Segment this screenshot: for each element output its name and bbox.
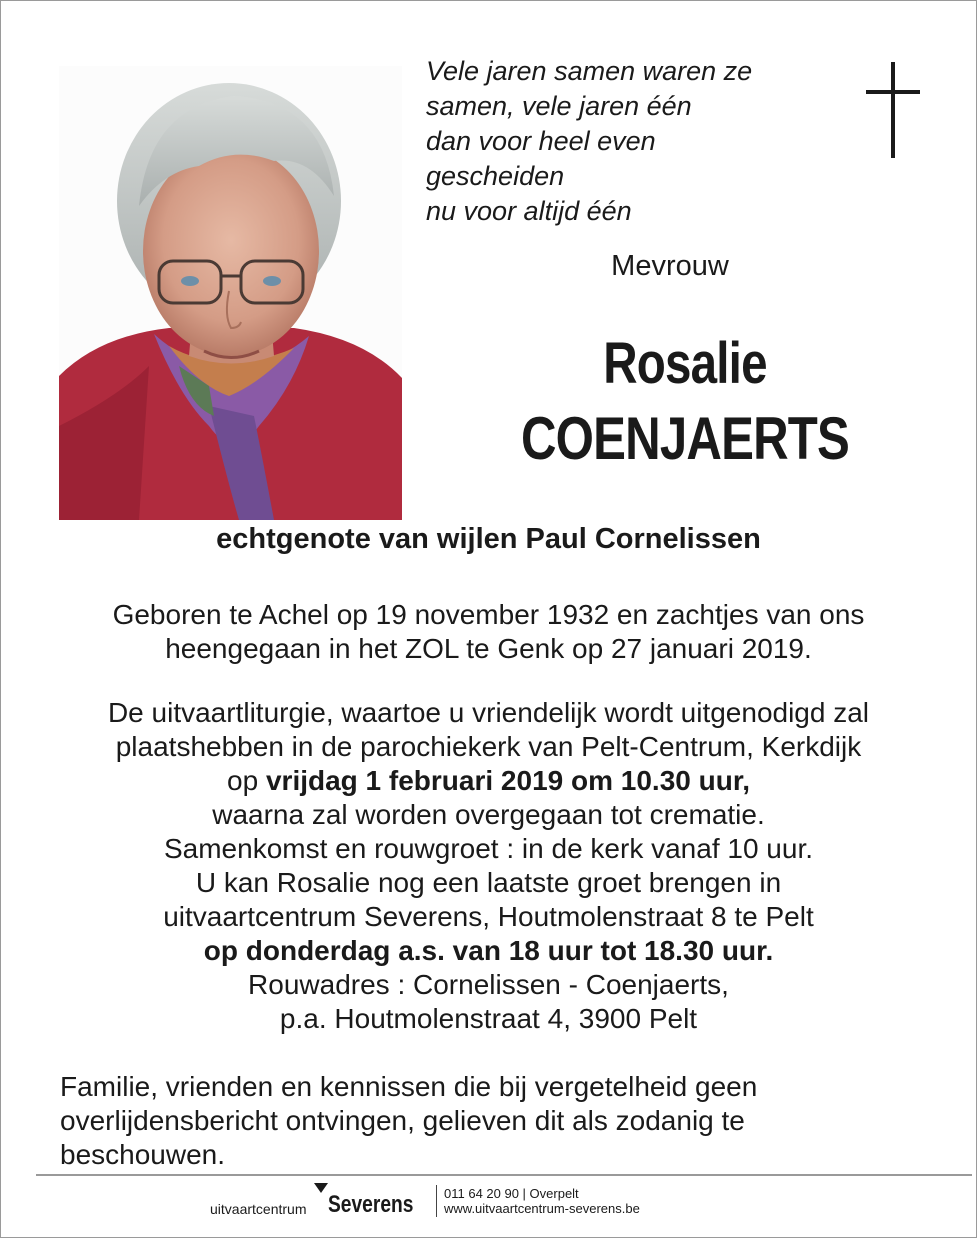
- ceremony-date-line: [0, 764, 977, 798]
- visitation-time: [0, 934, 977, 968]
- footer-website[interactable]: www.uitvaartcentrum-severens.be: [444, 1201, 640, 1216]
- footer-small-label: uitvaartcentrum: [210, 1201, 307, 1217]
- poem-line: gescheiden: [426, 161, 565, 191]
- birth-line: Geboren te Achel op 19 november 1932 en zachtjes van ons: [112, 599, 865, 630]
- triangle-mark-icon: [314, 1183, 328, 1193]
- ceremony-paragraph: [0, 696, 977, 1036]
- ceremony-line: U kan Rosalie nog een laatste groet brengen in: [195, 867, 782, 898]
- ceremony-line: p.a. Houtmolenstraat 4, 3900 Pelt: [279, 1003, 698, 1034]
- last-name: COENJAERTS: [520, 405, 850, 472]
- birth-paragraph: [0, 598, 977, 666]
- poem-line: dan voor heel even: [426, 126, 656, 156]
- portrait-photo: [59, 66, 402, 520]
- ceremony-line: plaatshebben in de parochiekerk van Pelt-Centrum, Kerkdijk: [115, 731, 862, 762]
- poem-line: Vele jaren samen waren ze: [426, 56, 753, 86]
- poem-line: samen, vele jaren één: [426, 91, 692, 121]
- closing-paragraph: [60, 1070, 920, 1172]
- salutation: Mevrouw: [611, 250, 729, 282]
- poem: [426, 54, 846, 229]
- footer-separator: [436, 1185, 437, 1217]
- ceremony-line: waarna zal worden overgegaan tot crematie.: [212, 799, 765, 830]
- footer-brand: Severens: [328, 1191, 414, 1218]
- ceremony-line: Samenkomst en rouwgroet : in de kerk vanaf 10 uur.: [163, 833, 814, 864]
- closing-line: overlijdensbericht ontvingen, gelieven dit als zodanig te: [60, 1105, 745, 1136]
- ceremony-line: De uitvaartliturgie, waartoe u vriendelijk wordt uitgenodigd zal: [107, 697, 870, 728]
- relation-line: echtgenote van wijlen Paul Cornelissen: [216, 523, 761, 555]
- footer-phone: 011 64 20 90 | Overpelt: [444, 1186, 579, 1201]
- birth-line: heengegaan in het ZOL te Genk op 27 januari 2019.: [165, 633, 812, 664]
- closing-line: Familie, vrienden en kennissen die bij vergetelheid geen: [60, 1071, 758, 1102]
- ceremony-date: vrijdag 1 februari 2019 om 10.30 uur,: [265, 765, 750, 796]
- ceremony-line: Rouwadres : Cornelissen - Coenjaerts,: [248, 969, 729, 1000]
- visitation-time-text: op donderdag a.s. van 18 uur tot 18.30 uur.: [203, 935, 774, 966]
- closing-line: beschouwen.: [60, 1139, 226, 1170]
- poem-line: nu voor altijd één: [426, 196, 632, 226]
- cross-icon: [864, 62, 924, 158]
- ceremony-date-prefix: op: [227, 765, 266, 796]
- first-name: Rosalie: [603, 331, 767, 396]
- footer-divider: [36, 1174, 972, 1176]
- ceremony-line: uitvaartcentrum Severens, Houtmolenstraat 8 te Pelt: [163, 901, 814, 932]
- footer-contact: [444, 1186, 640, 1216]
